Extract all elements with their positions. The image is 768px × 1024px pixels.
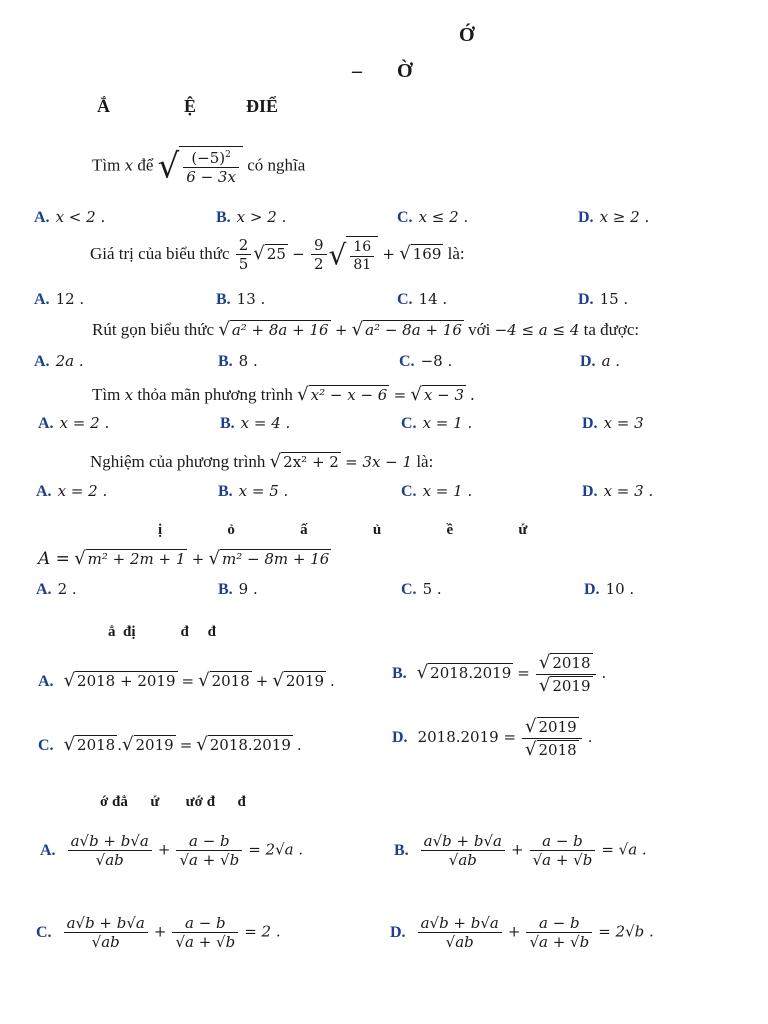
q5-option-d[interactable]: D. x = 3 . [582, 482, 654, 500]
q5-option-c[interactable]: C. x = 1 . [401, 482, 473, 500]
q4-option-c[interactable]: C. x = 1 . [401, 414, 473, 432]
q4-option-a[interactable]: A. x = 2 . [38, 414, 110, 432]
question-6-expression: A = √ m² + 2m + 1 + √ m² − 8m + 16 [38, 548, 330, 569]
q5-option-b[interactable]: B. x = 5 . [218, 482, 289, 500]
section-heading-c: ĐIỂ [246, 96, 279, 116]
q1-text-after: có nghĩa [247, 155, 306, 175]
q7-option-a[interactable]: A. √ 2018 + 2019 = √ 2018 + √ 2019 . [38, 670, 335, 691]
q3-option-c[interactable]: C. −8 . [399, 352, 453, 370]
question-4: Tìm x thỏa mãn phương trình √ x² − x − 6 = √ x − 3 . [92, 384, 475, 405]
q3-option-a[interactable]: A. 2a . [34, 352, 84, 370]
q7-option-b[interactable]: B. √ 2018.2019 = $\frac{√ 2018}{√ 2019}$ . [392, 652, 607, 696]
q8-option-b[interactable]: B. $\frac{a√b + b√a}{√ab}$ + $\frac{a - b}{√a + √b}$ = √a . [394, 832, 647, 869]
q2-text: Giá trị của biểu thức [90, 244, 230, 264]
title-line-1: Ớ [459, 24, 475, 46]
question-5: Nghiệm của phương trình √ 2x² + 2 = 3x − 1 là: [90, 451, 434, 472]
q6-option-c[interactable]: C. 5 . [401, 580, 442, 598]
q5-option-a[interactable]: A. x = 2 . [36, 482, 108, 500]
q1-option-b[interactable]: B. x > 2 . [216, 208, 287, 226]
q7-option-d[interactable]: D. 2018.2019 = $\frac{√ 2019}{√ 2018}$ . [392, 716, 593, 760]
section-heading-b: Ệ [184, 96, 197, 116]
q2-option-c[interactable]: C. 14 . [397, 290, 448, 308]
q8-option-c[interactable]: C. $\frac{a√b + b√a}{√ab}$ + $\frac{a - b}{√a + √b}$ = 2 . [36, 914, 281, 951]
q6-option-a[interactable]: A. 2 . [36, 580, 77, 598]
question-1 [92, 146, 305, 187]
q1-option-a[interactable]: A. x < 2 . [34, 208, 106, 226]
q1-text: Tìm [92, 155, 121, 175]
q6-option-b[interactable]: B. 9 . [218, 580, 258, 598]
q4-option-d[interactable]: D. x = 3 [582, 414, 644, 432]
q1-var: x [124, 156, 134, 175]
question-3: Rút gọn biểu thức √ a² + 8a + 16 + √ a² − 8a + 16 với −4 ≤ a ≤ 4 ta được: [92, 319, 640, 340]
q2-option-a[interactable]: A. 12 . [34, 290, 85, 308]
q3-option-d[interactable]: D. a . [580, 352, 621, 370]
q3-option-b[interactable]: B. 8 . [218, 352, 258, 370]
q1-option-c[interactable]: C. x ≤ 2 . [397, 208, 469, 226]
q7-option-c[interactable]: C. √ 2018 .√ 2019 = √ 2018.2019 . [38, 734, 302, 755]
title-line-2: Ờ [397, 60, 413, 82]
q6-option-d[interactable]: D. 10 . [584, 580, 635, 598]
section-heading-a: Ắ [97, 96, 110, 116]
q1-numerator: (−5) [191, 149, 226, 167]
q8-option-d[interactable]: D. $\frac{a√b + b√a}{√ab}$ + $\frac{a - b}{√a + √b}$ = 2√b . [390, 914, 654, 951]
q2-option-d[interactable]: D. 15 . [578, 290, 629, 308]
q1-sqrt: √ $\frac{(-5)^2}{6 - 3x}$ [158, 146, 243, 187]
q7-fragment-text: ẳ đị đ đ [108, 624, 216, 640]
q1-exponent: 2 [225, 150, 231, 160]
question-2: Giá trị của biểu thức $\frac{2}{5}$ √ 25 − $\frac{9}{2}$ √ $\frac{16}{81}$ + √ 169 là: [90, 236, 465, 274]
q1-denominator: 6 − 3x [186, 168, 236, 186]
q1-text-mid: để [137, 155, 154, 175]
q8-option-a[interactable]: A. $\frac{a√b + b√a}{√ab}$ + $\frac{a - b}{√a + √b}$ = 2√a . [40, 832, 304, 869]
q6-fragment-text: ị ỏ ấ ủ ề ứ [158, 522, 528, 538]
q1-option-d[interactable]: D. x ≥ 2 . [578, 208, 650, 226]
q8-fragment-text: ớ đẳ ứ ướ đ đ [100, 794, 246, 810]
title-line-2-dash: – [352, 60, 362, 82]
q4-option-b[interactable]: B. x = 4 . [220, 414, 291, 432]
q2-option-b[interactable]: B. 13 . [216, 290, 266, 308]
